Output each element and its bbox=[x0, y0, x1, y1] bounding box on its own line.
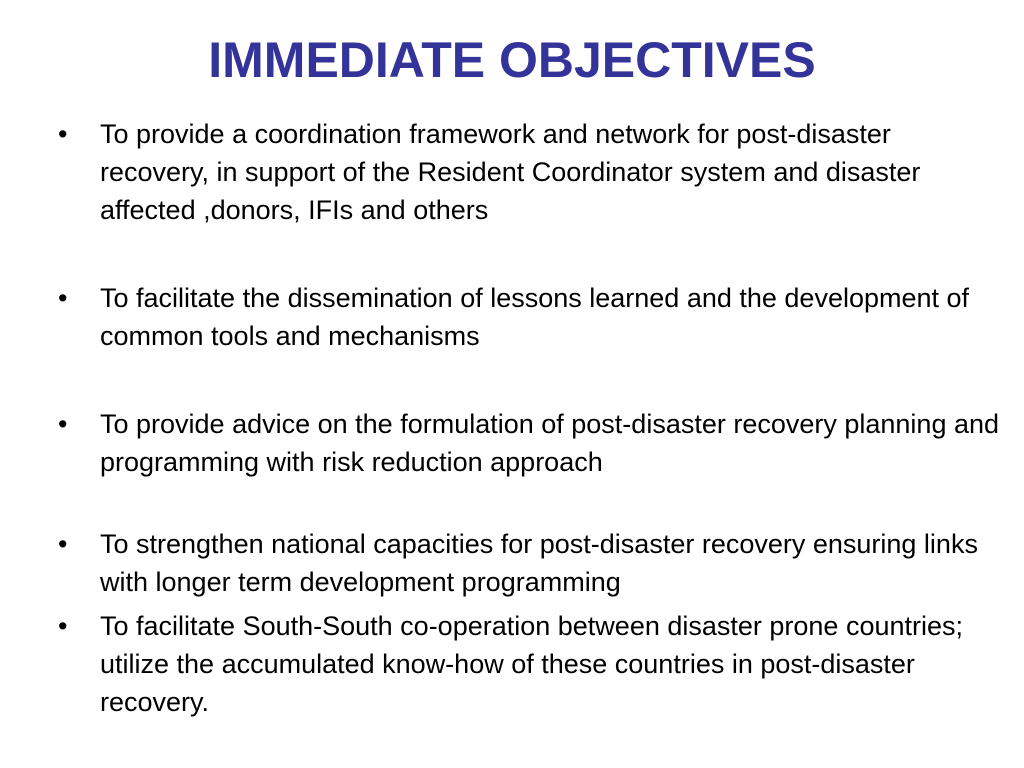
objective-text: To provide a coordination framework and network for post-disaster recovery, in support of the Resident Coordinator system and disaster affected ,donors, IFIs and others bbox=[100, 119, 921, 225]
bullet-icon: • bbox=[58, 283, 68, 313]
objective-text: To strengthen national capacities for post-disaster recovery ensuring links with longer term development programming bbox=[100, 529, 978, 597]
bullet-icon: • bbox=[58, 611, 68, 641]
objective-text: To facilitate South-South co-operation between disaster prone countries; utilize the accumulated know-how of these countries in post-disaster recovery. bbox=[100, 611, 964, 717]
bullet-icon: • bbox=[58, 119, 68, 149]
bullet-icon: • bbox=[58, 529, 68, 559]
slide-title: IMMEDIATE OBJECTIVES bbox=[208, 32, 816, 88]
bullet-icon: • bbox=[58, 409, 68, 439]
objective-text: To facilitate the dissemination of lessons learned and the development of common tools and mechanisms bbox=[100, 283, 970, 351]
objective-text: To provide advice on the formulation of post-disaster recovery planning and programming with risk reduction approach bbox=[100, 409, 1000, 477]
